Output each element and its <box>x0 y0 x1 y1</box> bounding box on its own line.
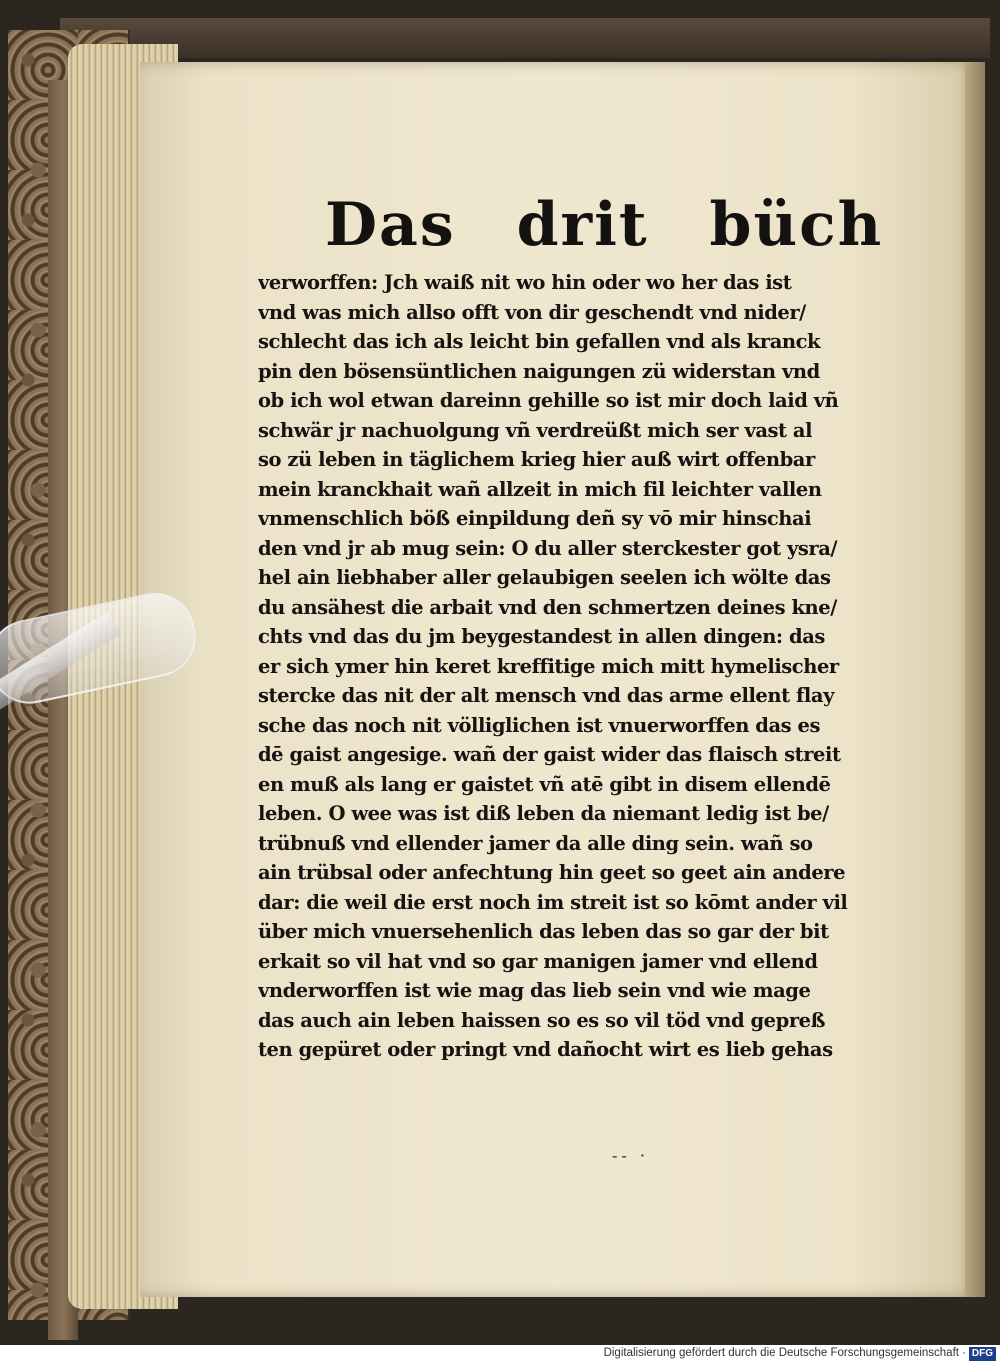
text-line: trübnuß vnd ellender jamer da alle ding sein. wañ so <box>258 831 813 855</box>
page-gutter <box>965 62 985 1297</box>
text-line: en muß als lang er gaistet vñ atē gibt in disem ellendē <box>258 772 831 796</box>
text-line: sche das noch nit völliglichen ist vnuerworffen das es <box>258 713 820 737</box>
text-line: den vnd jr ab mug sein: O du aller sterckester got ysra/ <box>258 536 838 560</box>
text-line: stercke das nit der alt mensch vnd das arme ellent flay <box>258 684 834 707</box>
credit-bar <box>0 1345 1000 1365</box>
binding-top <box>60 18 990 58</box>
text-line: dar: die weil die erst noch im streit ist so kōmt ander vil <box>258 890 848 914</box>
text-line: das auch ain leben haissen so es so vil töd vnd gepreß <box>258 1008 825 1032</box>
text-line: pin den bösensüntlichen naigungen zü widerstan vnd <box>258 359 820 383</box>
text-line: mein kranckhait wañ allzeit in mich fil leichter vallen <box>258 477 822 501</box>
text-block <box>258 268 883 1065</box>
text-line: schlecht das ich als leicht bin gefallen vnd als kranck <box>258 330 821 353</box>
text-line: erkait so vil hat vnd so gar manigen jamer vnd ellend <box>258 949 818 973</box>
text-line: er sich ymer hin keret kreffitige mich mitt hymelischer <box>258 654 839 678</box>
text-line: verworffen: Jch waiß nit wo hin oder wo her das ist <box>258 271 792 294</box>
page-header: Das drit büch <box>325 190 884 260</box>
text-line: über mich vnuersehenlich das leben das so gar der bit <box>258 920 829 943</box>
page-footer-mark: -- · <box>612 1146 649 1165</box>
dfg-logo: DFG <box>969 1347 996 1361</box>
text-line: so zü leben in täglichem krieg hier auß wirt offenbar <box>258 448 815 471</box>
text-line: vnderworffen ist wie mag das lieb sein vnd wie mage <box>258 979 811 1002</box>
text-line: dē gaist angesige. wañ der gaist wider das flaisch streit <box>258 743 841 766</box>
text-line: du ansähest die arbait vnd den schmertzen deines kne/ <box>258 595 837 619</box>
text-line: hel ain liebhaber aller gelaubigen seelen ich wölte das <box>258 566 831 589</box>
text-line: schwär jr nachuolgung vñ verdreüßt mich ser vast al <box>258 418 813 442</box>
text-line: ain trübsal oder anfechtung hin geet so geet ain andere <box>258 861 846 884</box>
text-line: vnmenschlich böß einpildung deñ sy vō mir hinschai <box>258 507 812 530</box>
credit-text: Digitalisierung gefördert durch die Deutsche Forschungsgemeinschaft · <box>603 1347 966 1359</box>
text-line: ten gepüret oder pringt vnd dañocht wirt es lieb gehas <box>258 1038 833 1061</box>
text-line: ob ich wol etwan dareinn gehille so ist mir doch laid vñ <box>258 389 839 412</box>
text-line: vnd was mich allso offt von dir geschendt vnd nider/ <box>258 300 806 324</box>
text-line: chts vnd das du jm beygestandest in allen dingen: das <box>258 625 825 648</box>
text-line: leben. O wee was ist diß leben da niemant ledig ist be/ <box>258 802 829 825</box>
